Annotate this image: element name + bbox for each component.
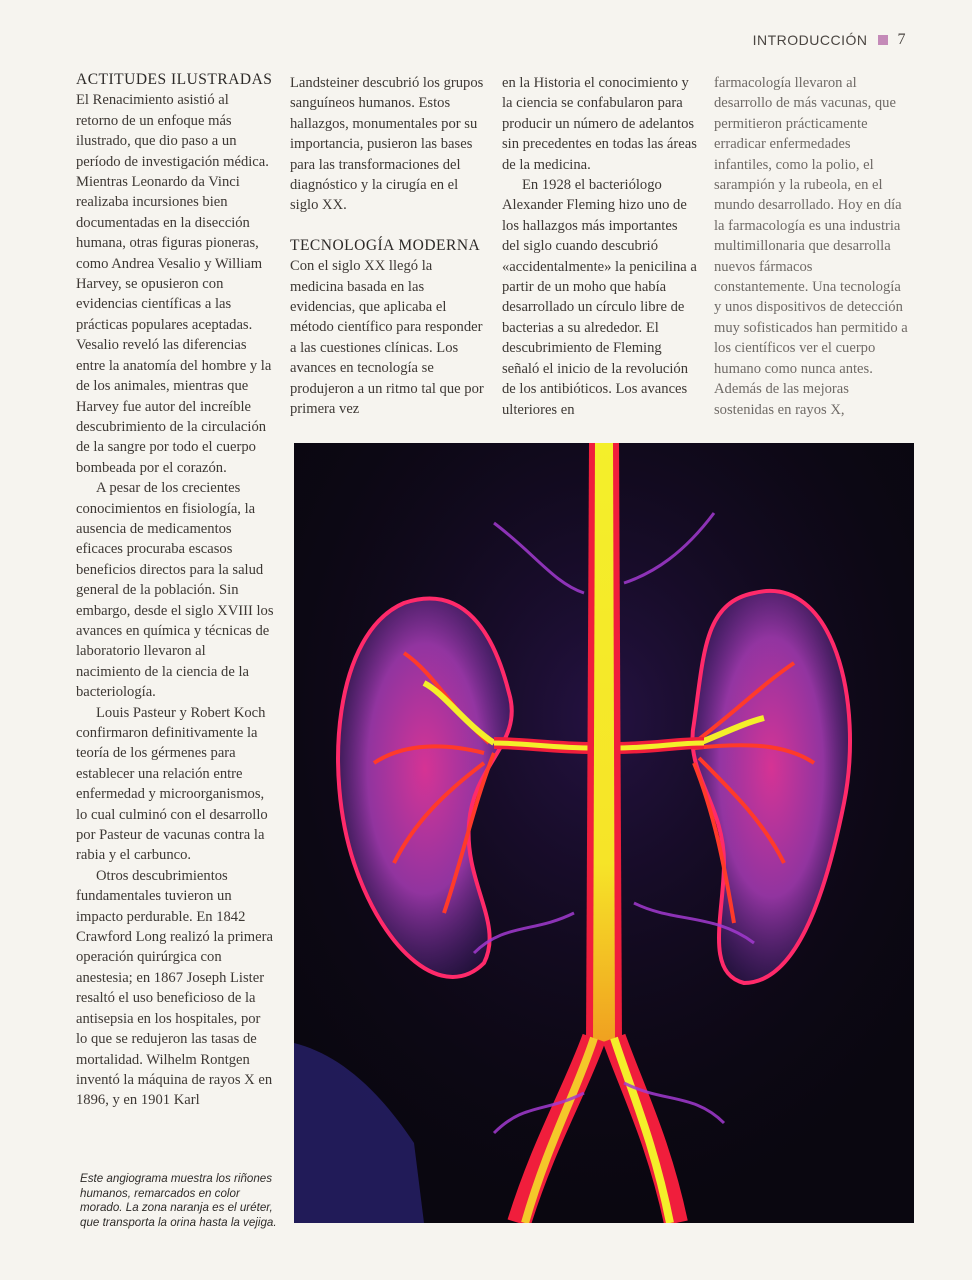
paragraph: Otros descubrimientos fundamentales tuvieron un impacto perdurable. En 1842 Crawford Long realizó la primera operación quirúrgica con anestesia; en 1867 Joseph Lister resaltó el uso beneficioso de la antisepsia en los hospitales, por lo que se redujeron las tasas de mortalidad. Wilhelm Rontgen inventó la máquina de rayos X en 1896, y en 1901 Karl: [76, 867, 273, 1109]
text-column-4: [714, 73, 910, 420]
section-marker-square: [878, 35, 888, 45]
section-heading-tecnologia: TECNOLOGÍA MODERNA: [290, 236, 481, 254]
page-number: 7: [897, 31, 906, 48]
paragraph-continued: en la Historia el conocimiento y la ciencia se confabularon para producir un número de adelantos sin precedentes en todas las áreas de la medicina.: [502, 75, 697, 173]
text-column-1: [76, 70, 274, 1111]
paragraph: Con el siglo XX llegó la medicina basada en las evidencias, que aplicaba el método científico para responder a las cuestiones clínicas. Los avances en tecnología se produjeron a un ritmo tal que por primera vez: [290, 258, 484, 418]
paragraph: El Renacimiento asistió al retorno de un enfoque más ilustrado, que dio paso a un período de investigación médica. Mientras Leonardo da Vinci realizaba incursiones bien documentadas en la disección humana, otras figuras pioneras, como Andrea Vesalio y William Harvey, se opusieron con evidencias científicas a las prácticas populares aceptadas. Vesalio reveló las diferencias entre la anatomía del hombre y la de los animales, mientras que Harvey fue autor del increíble descubrimiento de la circulación de la sangre por todo el cuerpo bombeada por el corazón.: [76, 92, 272, 476]
figure-caption: Este angiograma muestra los riñones humanos, remarcados en color morado. La zona naranja es el uréter, que transporta la orina hasta la vejiga.: [80, 1172, 277, 1229]
aorta-vessel: [586, 443, 622, 1043]
kidney-angiogram-image: [294, 443, 914, 1223]
paragraph-continued: Landsteiner descubrió los grupos sanguíneos humanos. Estos hallazgos, monumentales por su importancia, pusieron las bases para las transformaciones del diagnóstico y la cirugía en el siglo XX.: [290, 75, 484, 214]
paragraph: En 1928 el bacteriólogo Alexander Fleming hizo uno de los hallazgos más importantes del siglo cuando descubrió «accidentalmente» la penicilina a partir de un moho que había desarrollado un círculo libre de bacterias a su alrededor. El descubrimiento de Fleming señaló el inicio de la revolución de los antibióticos. Los avances ulteriores en: [502, 177, 697, 418]
paragraph: Louis Pasteur y Robert Koch confirmaron definitivamente la teoría de los gérmenes para establecer una relación entre enfermedad y microorganismos, lo cual culminó con el desarrollo por Pasteur de vacunas contra la rabia y el carbunco.: [76, 704, 268, 864]
paragraph: A pesar de los crecientes conocimientos en fisiología, la ausencia de medicamentos eficaces procuraba escasos beneficios directos para la salud general de la población. Sin embargo, desde el siglo XVIII los avances en química y técnicas de laboratorio llevaron al nacimiento de la ciencia de la bacteriología.: [76, 480, 274, 701]
section-heading-actitudes: ACTITUDES ILUSTRADAS: [76, 71, 273, 88]
paragraph-continued: farmacología llevaron al desarrollo de más vacunas, que permitieron prácticamente erradicar enfermedades infantiles, como la polio, el sarampión y la rubeola, en el mundo desarrollado. Hoy en día la farmacología es una industria multimillonaria que desarrolla nuevos fármacos constantemente. Una tecnología y unos dispositivos de detección muy sofisticados han permitido a los científicos ver el cuerpo humano como nunca antes. Además de las mejoras sostenidas en rayos X,: [714, 75, 908, 418]
running-header: [753, 31, 906, 49]
angiogram-illustration: [294, 443, 914, 1223]
text-column-3: [502, 73, 698, 420]
section-title: INTRODUCCIÓN: [752, 32, 868, 48]
text-column-2: [290, 73, 486, 420]
